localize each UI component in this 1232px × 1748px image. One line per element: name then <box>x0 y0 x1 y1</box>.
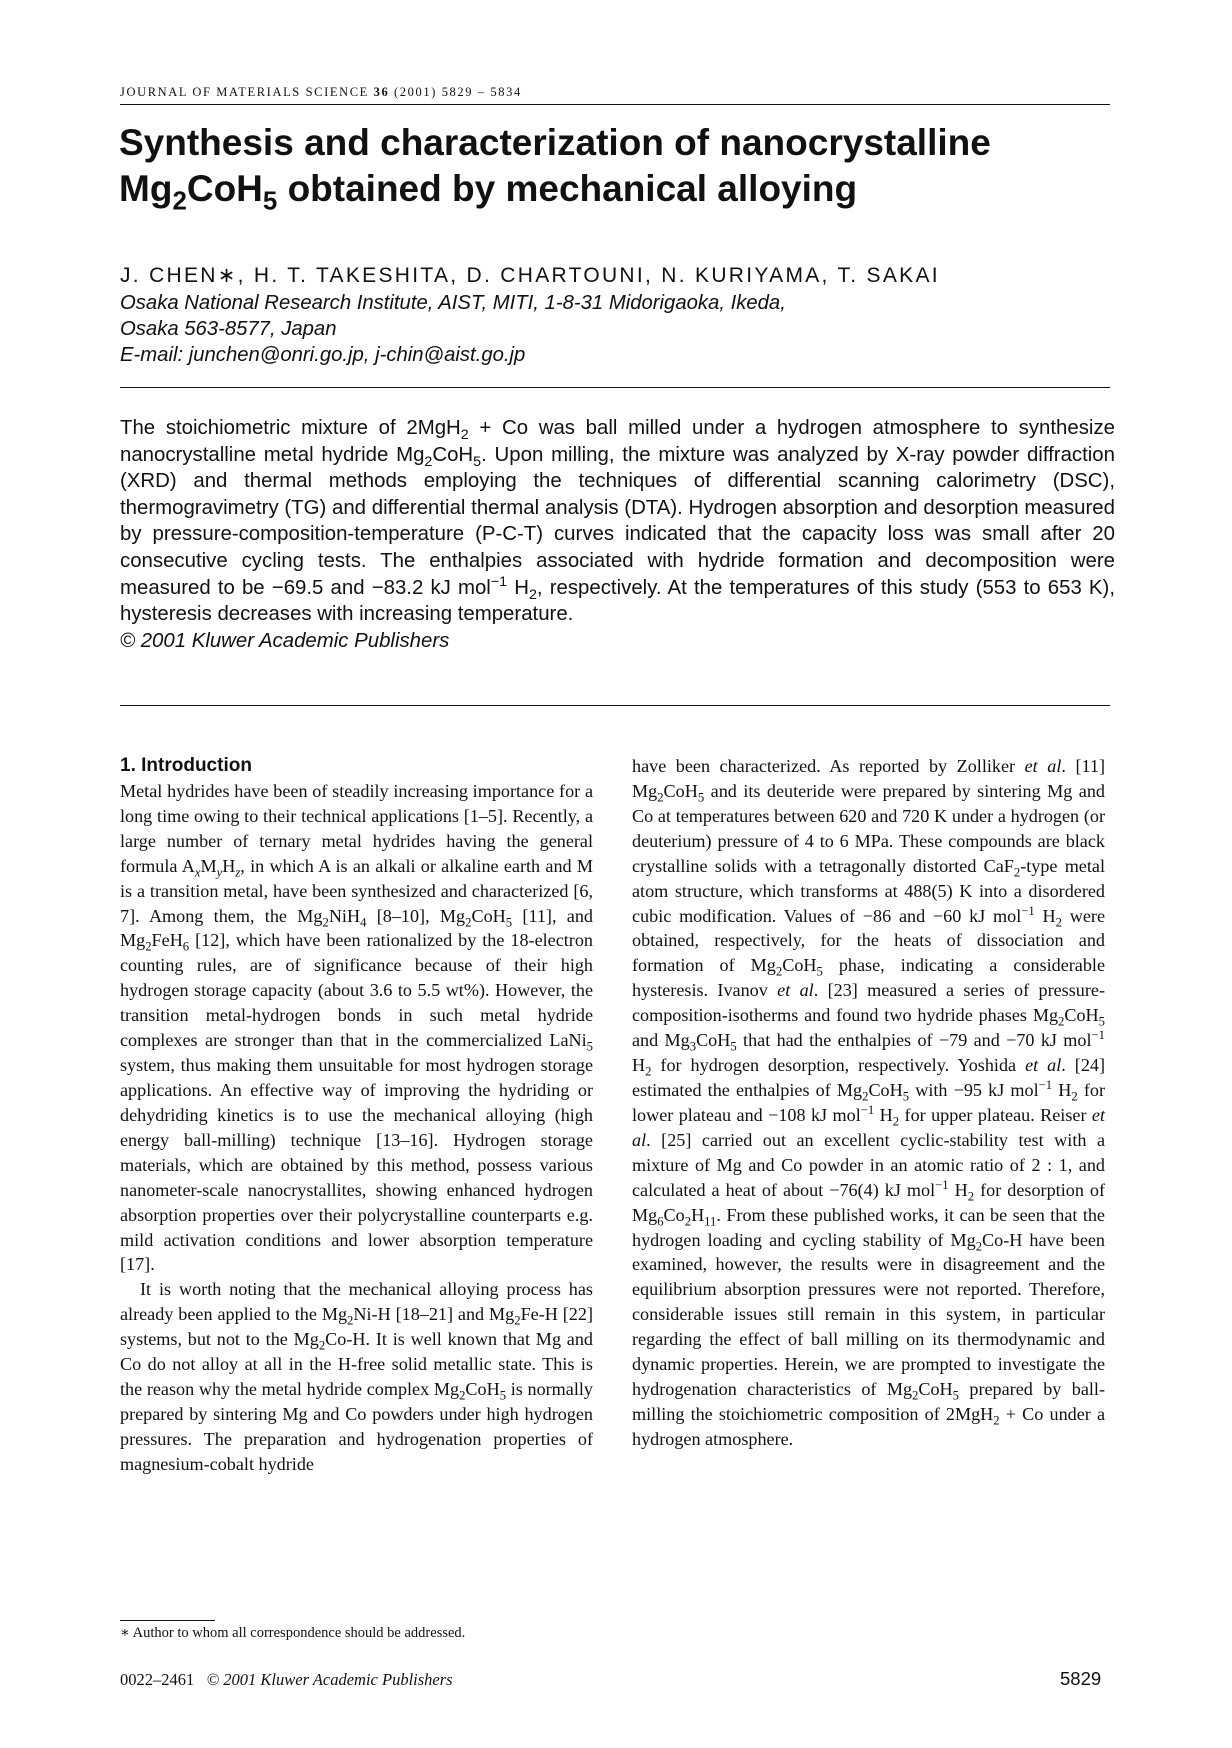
footnote: ∗ Author to whom all correspondence should be addressed. <box>120 1625 466 1641</box>
body-paragraph: Metal hydrides have been of steadily increasing importance for a long time owing to their technical applications [1–5]. Recently, a large number of ternary metal hydrides having the general formula $A_xM_yH_z$, in which A is an alkali or alkaline earth and M is a transition metal, have been synthesized and characterized [6, 7]. Among them, the $Mg_2NiH_4$ [8–10], $Mg_2CoH_5$ [11], and $Mg_2FeH_6$ [12], which have been rationalized by the 18-electron counting rules, are of significance because of their high hydrogen storage capacity (about 3.6 to 5.5 wt%). However, the transition metal-hydrogen bonds in such metal hydride complexes are stronger than that in the commercialized LaNi$_5$ system, thus making them unsuitable for most hydrogen storage applications. An effective way of improving the hydriding or dehydriding kinetics is to use the mechanical alloying (high energy ball-milling) technique [13–16]. Hydrogen storage materials, which are obtained by this method, possess various nanometer-scale nanocrystallites, showing enhanced hydrogen absorption properties over their polycrystalline counterparts e.g. mild activation conditions and lower absorption temperature [17]. <box>120 780 593 1275</box>
abstract-copyright: © 2001 Kluwer Academic Publishers <box>120 629 450 652</box>
affiliation-email: E-mail: junchen@onri.go.jp, j-chin@aist.go.jp <box>120 344 526 366</box>
abstract-bottom-rule <box>120 705 1110 706</box>
abstract-top-rule <box>120 387 1110 388</box>
affiliation-line-2: Osaka 563-8577, Japan <box>120 318 337 340</box>
body-column-left <box>120 754 593 1477</box>
page-number: 5829 <box>1060 1668 1102 1689</box>
section-heading: 1. Introduction <box>120 755 252 776</box>
body-column-right <box>632 754 1105 1452</box>
author-list: J. CHEN∗, H. T. TAKESHITA, D. CHARTOUNI, N. KURIYAMA, T. SAKAI <box>120 264 940 287</box>
journal-year-pages: (2001) 5829 – 5834 <box>394 85 522 99</box>
paper-title <box>119 120 1119 216</box>
journal-header <box>120 85 1110 105</box>
abstract: The stoichiometric mixture of 2MgH$_2$ + Co was ball milled under a hydrogen atmosphere to synthesize nanocrystalline metal hydride $Mg_2CoH_5$. Upon milling, the mixture was analyzed by X-ray powder diffraction (XRD) and thermal methods employing the techniques of differential scanning calorimetry (DSC), thermogravimetry (TG) and differential thermal analysis (DTA). Hydrogen absorption and desorption measured by pressure-composition-temperature (P-C-T) curves indicated that the capacity loss was small after 20 consecutive cycling tests. The enthalpies associated with hydride formation and decomposition were measured to be −69.5 and −83.2 kJ mol$^{-1}$ $H_2$, respectively. At the temperatures of this study (553 to 653 K), hysteresis decreases with increasing temperature. © 2001 Kluwer Academic Publishers <box>120 415 1115 654</box>
title-line-1: Synthesis and characterization of nanocrystalline <box>119 122 991 163</box>
title-line-2: $Mg_2CoH_5$ obtained by mechanical alloying <box>119 168 858 216</box>
body-paragraph: It is worth noting that the mechanical alloying process has already been applied to the $Mg_2Ni-H$ [18–21] and $Mg_2Fe-H$ [22] systems, but not to the $Mg_2Co-H$. It is well known that Mg and Co do not alloy at all in the H-free solid metallic state. This is the reason why the metal hydride complex $Mg_2CoH_5$ is normally prepared by sintering Mg and Co powders under high hydrogen pressures. The preparation and hydrogenation properties of magnesium-cobalt hydride <box>120 1279 594 1474</box>
affiliation <box>120 290 786 368</box>
footer-publisher: © 2001 Kluwer Academic Publishers <box>206 1670 453 1689</box>
body-paragraph: have been characterized. As reported by Zolliker et al. [11] $Mg_2CoH_5$ and its deuteride were prepared by sintering Mg and Co at temperatures between 620 and 720 K under a hydrogen (or deuterium) pressure of 4 to 6 MPa. These compounds are black crystalline solids with a tetragonally distorted CaF$_2$-type metal atom structure, which transforms at 488(5) K into a disordered cubic modification. Values of −86 and −60 kJ mol$^{-1}$ $H_2$ were obtained, respectively, for the heats of dissociation and formation of $Mg_2CoH_5$ phase, indicating a considerable hysteresis. Ivanov et al. [23] measured a series of pressure-composition-isotherms and found two hydride phases $Mg_2CoH_5$ and $Mg_3CoH_5$ that had the enthalpies of −79 and −70 kJ mol$^{-1}$ $H_2$ for hydrogen desorption, respectively. Yoshida et al. [24] estimated the enthalpies of $Mg_2CoH_5$ with −95 kJ mol$^{-1}$ $H_2$ for lower plateau and −108 kJ mol$^{-1}$ $H_2$ for upper plateau. Reiser et al. [25] carried out an excellent cyclic-stability test with a mixture of Mg and Co powder in an atomic ratio of 2 : 1, and calculated a heat of about −76(4) kJ mol$^{-1}$ $H_2$ for desorption of $Mg_6Co_2H_{11}$. From these published works, it can be seen that the hydrogen loading and cycling stability of $Mg_2Co-H$ have been examined, however, the results were in disagreement and the equilibrium absorption pressures were not reported. Therefore, considerable issues still remain in this system, in particular regarding the effect of ball milling on its thermodynamic and dynamic properties. Herein, we are prompted to investigate the hydrogenation characteristics of $Mg_2CoH_5$ prepared by ball-milling the stoichiometric composition of 2MgH$_2$ + Co under a hydrogen atmosphere. <box>632 756 1106 1449</box>
affiliation-line-1: Osaka National Research Institute, AIST, MITI, 1-8-31 Midorigaoka, Ikeda, <box>120 292 786 314</box>
footer-issn: 0022–2461 <box>120 1670 195 1689</box>
footer-publication-info <box>120 1670 453 1690</box>
journal-volume: 36 <box>373 85 390 99</box>
footnote-rule <box>120 1620 215 1621</box>
journal-name: JOURNAL OF MATERIALS SCIENCE <box>120 85 369 99</box>
